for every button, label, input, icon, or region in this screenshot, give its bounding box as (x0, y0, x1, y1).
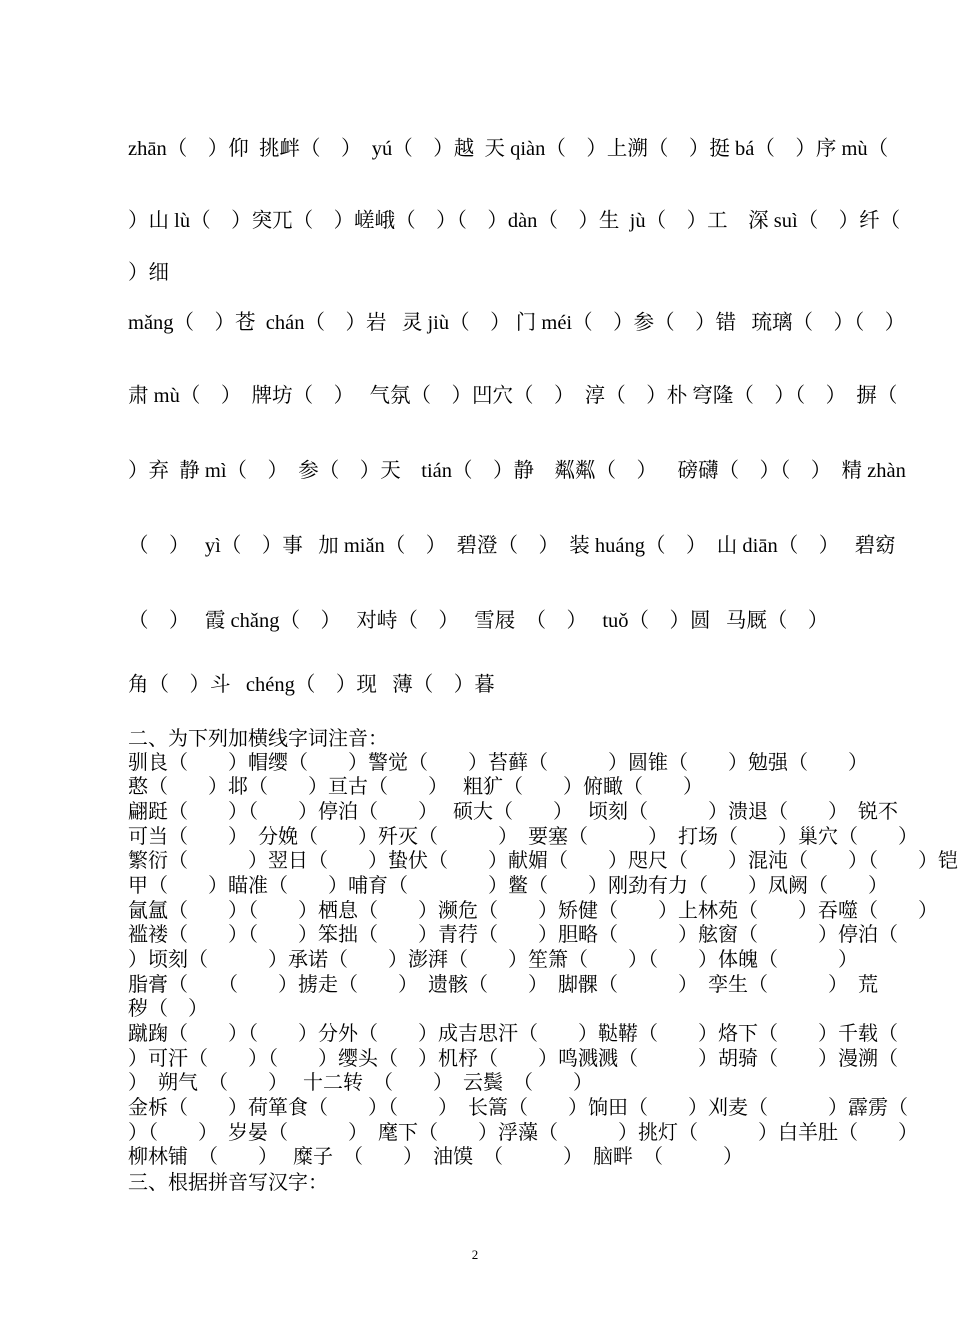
pinyin-line-4: mǎng（ ）苍 chán（ ）岩 灵 jiù（ ） 门 méi（ ）参（ ）错 琉璃（ ）（ ） (128, 312, 906, 334)
section-heading-2: 二、为下列加横线字词注音： (128, 728, 388, 750)
annotation-line-5: 繁衍（ ）翌日（ ）蛰伏（ ）献媚（ ）咫尺（ ）混沌（ ）（ ）铠 (128, 850, 958, 872)
pinyin-line-1: zhān（ ）仰 挑衅（ ） yú（ ）越 天 qiàn（ ）上溯（ ）挺 bá（ ）序 mù（ (128, 138, 889, 160)
annotation-line-11: 秽（ ） (128, 998, 208, 1020)
section-heading-3: 三、根据拼音写汉字： (128, 1172, 328, 1194)
annotation-line-8: 褴褛（ ）（ ）笨拙（ ）青荇（ ）胆略（ ）舷窗（ ）停泊（ (128, 924, 898, 946)
annotation-line-3: 翩跹（ ）（ ）停泊（ ） 硕大（ ） 顷刻（ ）溃退（ ） 锐不 (128, 801, 898, 823)
annotation-line-14: ） 朔气 （ ） 十二转 （ ） 云鬓 （ ） (128, 1072, 593, 1094)
annotation-line-6: 甲（ ）瞄准（ ）哺育（ ）鳖（ ）刚劲有力（ ）凤阙（ ） (128, 875, 888, 897)
annotation-line-1: 驯良（ ）帽缨（ ）警觉（ ）苔藓（ ）圆锥（ ）勉强（ ） (128, 752, 868, 774)
pinyin-line-3: ）细 (128, 262, 169, 284)
annotation-line-13: ）可汗（ ）（ ）缨头（ ）机杼（ ）鸣溅溅（ ）胡骑（ ）漫溯（ (128, 1048, 898, 1070)
annotation-line-17: 柳林铺 （ ） 糜子 （ ） 油馍 （ ） 脑畔 （ ） (128, 1146, 743, 1168)
pinyin-line-7: （ ） yì（ ）事 加 miǎn（ ） 碧澄（ ） 装 huáng（ ） 山 diān（ ） 碧窈 (128, 535, 896, 557)
pinyin-line-9: 角（ ）斗 chéng（ ）现 薄（ ）暮 (128, 674, 495, 696)
pinyin-line-8: （ ） 霞 chǎng（ ） 对峙（ ） 雪屐 （ ） tuǒ（ ）圆 马厩（ ） (128, 610, 829, 632)
annotation-line-9: ）顷刻（ ）承诺（ ）澎湃（ ）笙箫（ ）（ ）体魄（ ） (128, 949, 858, 971)
annotation-line-2: 憨（ ）邶（ ）亘古（ ） 粗犷（ ）俯瞰（ ） (128, 776, 703, 798)
annotation-line-15: 金柝（ ）荷箪食（ ）（ ） 长篙（ ）饷田（ ）刈麦（ ）霹雳（ (128, 1097, 908, 1119)
annotation-line-16: ）（ ） 岁晏（ ） 麾下（ ）浮藻（ ）挑灯（ ）白羊肚（ ） (128, 1122, 918, 1144)
pinyin-line-5: 肃 mù（ ） 牌坊（ ） 气氛（ ）凹穴（ ） 淳（ ）朴 穹隆（ ）（ ） 摒（ (128, 385, 898, 407)
pinyin-line-6: ）弃 静 mì（ ） 参（ ）天 tián（ ）静 粼粼（ ） 磅礴（ ）（ ） 精 zhàn (128, 460, 906, 482)
annotation-line-4: 可当（ ） 分娩（ ）歼灭（ ） 要塞（ ） 打场（ ）巢穴（ ） (128, 826, 918, 848)
annotation-line-7: 氤氲（ ）（ ）栖息（ ）濒危（ ）矫健（ ）上林苑（ ）吞噬（ ） (128, 900, 938, 922)
page-number: 2 (471, 1247, 479, 1262)
annotation-line-12: 蹴踘（ ）（ ）分外（ ）成吉思汗（ ）鞑鞯（ ）烙下（ ）千载（ (128, 1023, 898, 1045)
pinyin-line-2: ）山 lù（ ）突兀（ ）嵯峨（ ）（ ）dàn（ ）生 jù（ ）工 深 suì（ ）纤（ (128, 210, 901, 232)
annotation-line-10: 脂膏（ （ ）掳走（ ） 遗骸（ ） 脚髁（ ） 孪生（ ） 荒 (128, 974, 878, 996)
